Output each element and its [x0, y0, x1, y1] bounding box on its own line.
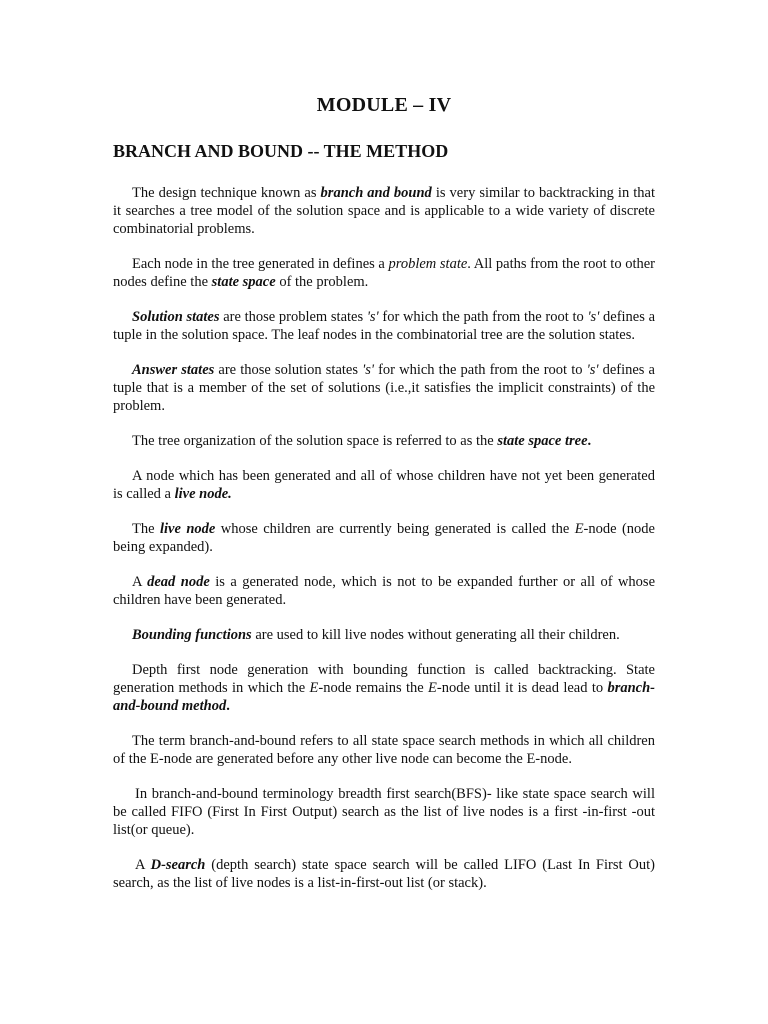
text-run: is a generated node, which is not to be expanded further or all of whose children have been generated. [113, 574, 656, 608]
emphasis-term: 's' [362, 362, 374, 378]
paragraph-bounding-functions [113, 626, 655, 644]
emphasis-term: . [587, 433, 592, 449]
text-run: In branch-and-bound terminology breadth first search(BFS)- like state space search will be called FIFO (First In First Output) search as the list of live nodes is a first -in-first -out list(or queue). [113, 786, 655, 838]
text-run: The tree organization of the solution space is referred to as the [132, 433, 498, 449]
module-title: MODULE – IV [316, 94, 452, 116]
emphasis-term: live node. [174, 486, 232, 502]
text-run: A node which has been generated and all of whose children have not yet been generated is called a [113, 468, 655, 502]
text-run: whose children are currently being generated is called the [215, 521, 575, 537]
text-run: Depth first node generation with bounding function is called backtracking. State generation methods in which the [113, 662, 655, 696]
document-page [113, 88, 655, 892]
emphasis-term: state space tree [497, 433, 588, 449]
paragraph-problem-state [113, 255, 655, 291]
paragraph-intro [113, 184, 655, 238]
emphasis-term: dead node [147, 574, 210, 590]
paragraph-fifo [113, 785, 655, 839]
text-run: The design technique known as [132, 185, 321, 201]
text-run: A [132, 574, 148, 590]
section-heading: BRANCH AND BOUND -- THE METHOD [113, 141, 449, 161]
emphasis-term: E [428, 680, 437, 696]
paragraph-live-node [113, 467, 655, 503]
text-run: The [132, 521, 160, 537]
text-run: are used to kill live nodes without generating all their children. [251, 627, 620, 643]
emphasis-term: Solution states [132, 309, 220, 325]
emphasis-term: E [309, 680, 319, 696]
paragraph-solution-states [113, 308, 655, 344]
emphasis-term: branch-and-bound method [113, 680, 655, 714]
emphasis-term: branch and bound [320, 185, 432, 201]
text-run: defines a tuple that is a member of the set of solutions (i.e.,it satisfies the implicit constraints) of the problem. [113, 362, 655, 414]
emphasis-term: . [226, 698, 230, 714]
emphasis-term: 's' [366, 309, 379, 325]
text-run: The term branch-and-bound refers to all state space search methods in which all children of the E-node are generated before any other live node can become the E-node. [113, 733, 655, 767]
paragraph-answer-states [113, 361, 655, 415]
text-run: for which the path from the root to [373, 362, 587, 378]
text-run: -node until it is dead lead to [436, 680, 608, 696]
text-run: for which the path from the root to [378, 309, 588, 325]
emphasis-term: 's' [587, 309, 600, 325]
text-run: -node remains the [318, 680, 429, 696]
emphasis-term: problem state [388, 256, 468, 272]
paragraph-lifo [113, 856, 655, 892]
text-run: are those solution states [214, 362, 363, 378]
text-run: are those problem states [219, 309, 367, 325]
paragraph-depth-first [113, 661, 655, 715]
emphasis-term: state space [211, 274, 276, 290]
text-run: -node (node being expanded). [113, 521, 655, 555]
emphasis-term: E [574, 521, 584, 537]
text-run: of the problem. [275, 274, 369, 290]
text-run: defines a tuple in the solution space. The leaf nodes in the combinatorial tree are the solution states. [113, 309, 656, 343]
paragraph-e-node [113, 520, 655, 556]
paragraph-dead-node [113, 573, 655, 609]
paragraph-state-space-tree [113, 432, 655, 450]
emphasis-term: Bounding functions [132, 627, 252, 643]
emphasis-term: Answer states [132, 362, 215, 378]
text-run: . All paths from the root to other nodes define the [113, 256, 655, 290]
paragraph-branch-and-bound-term [113, 732, 655, 768]
text-run: is very similar to backtracking in that it searches a tree model of the solution space and is applicable to a wide variety of discrete combinatorial problems. [113, 185, 655, 237]
text-run: A [135, 857, 151, 873]
text-run: Each node in the tree generated in defines a [132, 256, 389, 272]
text-run: (depth search) state space search will be called LIFO (Last In First Out) search, as the list of live nodes is a list-in-first-out list (or stack). [113, 857, 656, 891]
emphasis-term: D-search [150, 857, 206, 873]
emphasis-term: 's' [586, 362, 599, 378]
emphasis-term: live node [159, 521, 216, 537]
